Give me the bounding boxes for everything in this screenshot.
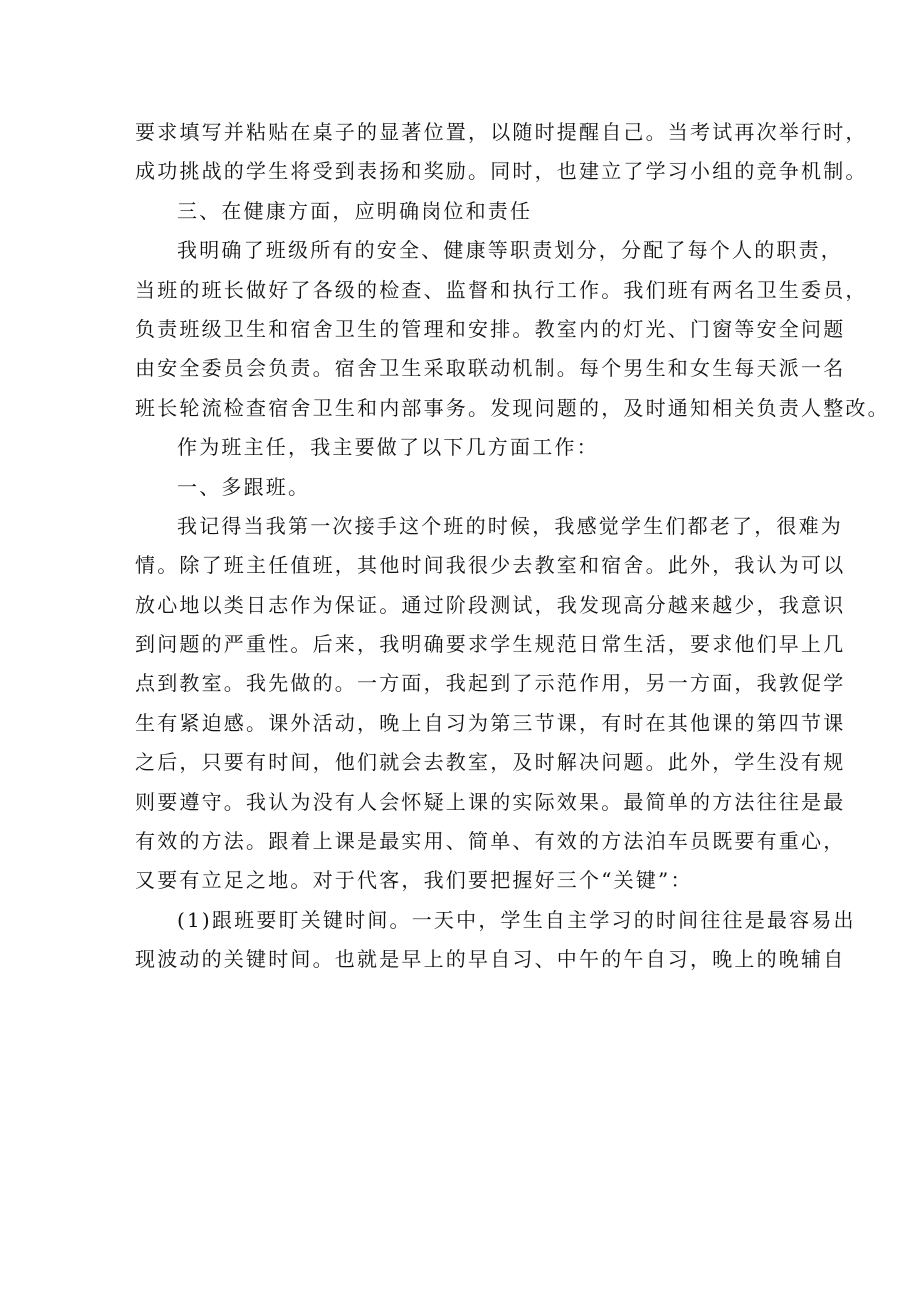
text-line: 点到教室。我先做的。一方面，我起到了示范作用，另一方面，我敦促学 (135, 671, 846, 696)
text-line: 班长轮流检查宿舍卫生和内部事务。发现问题的，及时通知相关负责人整改。 (135, 395, 890, 420)
text-line: 有效的方法。跟着上课是最实用、简单、有效的方法泊车员既要有重心， (135, 829, 846, 854)
text-line: 生有紧迫感。课外活动，晚上自习为第三节课，有时在其他课的第四节课 (135, 710, 846, 735)
text-line: 负责班级卫生和宿舍卫生的管理和安排。教室内的灯光、门窗等安全问题 (135, 316, 846, 341)
text-line: 则要遵守。我认为没有人会怀疑上课的实际效果。最简单的方法往往是最 (135, 789, 846, 814)
paragraph-start: 我记得当我第一次接手这个班的时候，我感觉学生们都老了，很难为 (177, 513, 843, 538)
text-line: 情。除了班主任值班，其他时间我很少去教室和宿舍。此外，我认为可以 (135, 553, 846, 578)
text-line: 由安全委员会负责。宿舍卫生采取联动机制。每个男生和女生每天派一名 (135, 356, 846, 381)
text-line: 之后，只要有时间，他们就会去教室，及时解决问题。此外，学生没有规 (135, 750, 846, 775)
text-line: 成功挑战的学生将受到表扬和奖励。同时，也建立了学习小组的竞争机制。 (135, 159, 868, 184)
text-line: 现波动的关键时间。也就是早上的早自习、中午的午自习，晚上的晚辅自 (135, 947, 846, 972)
text-line: 放心地以类日志作为保证。通过阶段测试，我发现高分越来越少，我意识 (135, 592, 846, 617)
section-heading: 三、在健康方面，应明确岗位和责任 (177, 198, 533, 223)
document-body (135, 113, 890, 980)
text-line: 到问题的严重性。后来，我明确要求学生规范日常生活，要求他们早上几 (135, 632, 846, 657)
text-line: 当班的班长做好了各级的检查、监督和执行工作。我们班有两名卫生委员， (135, 277, 868, 302)
section-heading: 一、多跟班。 (177, 474, 311, 499)
paragraph-start: (1)跟班要盯关键时间。一天中，学生自主学习的时间往往是最容易出 (177, 907, 856, 932)
paragraph-start: 我明确了班级所有的安全、健康等职责划分，分配了每个人的职责， (177, 238, 843, 263)
text-line: 又要有立足之地。对于代客，我们要把握好三个“关键”： (135, 868, 693, 893)
paragraph-start: 作为班主任，我主要做了以下几方面工作： (177, 435, 599, 460)
text-line: 要求填写并粘贴在桌子的显著位置，以随时提醒自己。当考试再次举行时， (135, 120, 868, 144)
